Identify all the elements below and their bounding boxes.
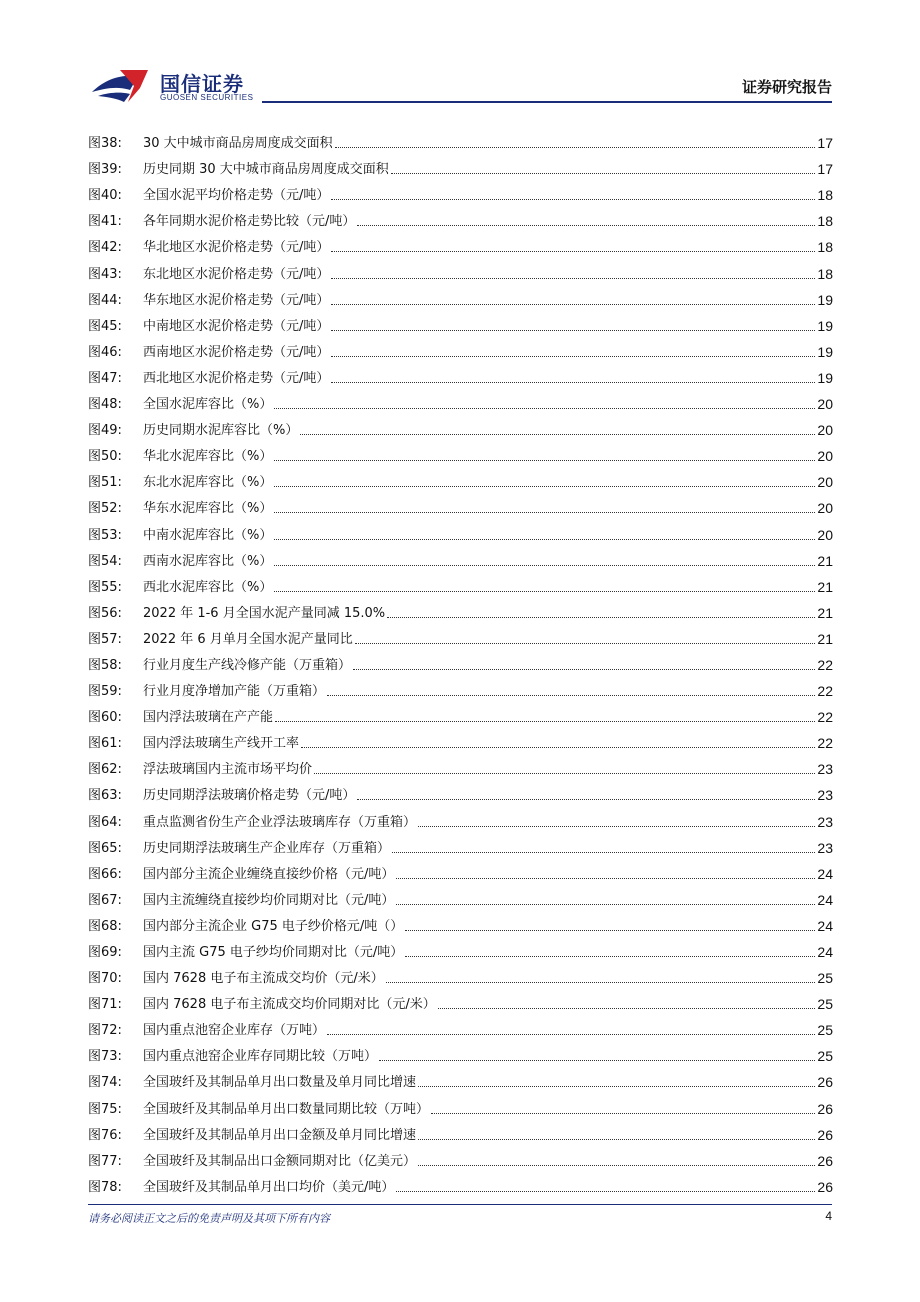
toc-dot-leader [418, 1086, 815, 1087]
toc-entry[interactable] [88, 674, 833, 700]
toc-entry[interactable] [88, 361, 833, 387]
brand-name-en: GUOSEN SECURITIES [160, 93, 254, 102]
toc-figure-label: 图74: [88, 1075, 122, 1091]
toc-entry[interactable] [88, 987, 833, 1013]
toc-entry[interactable] [88, 465, 833, 491]
toc-figure-title: 国内重点池窑企业库存同期比较（万吨） [143, 1049, 378, 1065]
toc-figure-label: 图65: [88, 840, 122, 856]
toc-dot-leader [391, 173, 816, 174]
toc-figure-title: 国内 7628 电子布主流成交均价（元/米） [143, 971, 384, 987]
toc-figure-label: 图78: [88, 1179, 122, 1195]
toc-figure-title: 华北水泥库容比（%） [143, 449, 273, 465]
toc-dot-leader [331, 356, 815, 357]
toc-figure-label: 图57: [88, 631, 122, 647]
toc-entry[interactable] [88, 883, 833, 909]
toc-dot-leader [357, 225, 815, 226]
toc-figure-label: 图44: [88, 292, 122, 308]
toc-page-number: 19 [817, 369, 833, 386]
toc-dot-leader [327, 695, 815, 696]
toc-figure-label: 图61: [88, 736, 122, 752]
toc-dot-leader [314, 773, 815, 774]
toc-page-number: 25 [817, 996, 833, 1013]
toc-figure-title: 中南地区水泥价格走势（元/吨） [143, 318, 330, 334]
toc-dot-leader [275, 721, 815, 722]
toc-dot-leader [379, 1060, 815, 1061]
toc-figure-label: 图49: [88, 423, 122, 439]
brand-name-cn: 国信证券 [160, 72, 244, 96]
toc-figure-label: 图73: [88, 1049, 122, 1065]
toc-page-number: 20 [817, 422, 833, 439]
toc-entry[interactable] [88, 1144, 833, 1170]
toc-entry[interactable] [88, 622, 833, 648]
toc-figure-title: 各年同期水泥价格走势比较（元/吨） [143, 214, 356, 230]
toc-figure-title: 国内浮法玻璃在产产能 [143, 710, 274, 726]
toc-dot-leader [301, 747, 815, 748]
toc-figure-title: 全国玻纤及其制品单月出口数量及单月同比增速 [143, 1075, 417, 1091]
toc-page-number: 24 [817, 865, 833, 882]
toc-figure-label: 图71: [88, 997, 122, 1013]
toc-page-number: 21 [817, 552, 833, 569]
toc-dot-leader [405, 956, 815, 957]
toc-page-number: 19 [817, 317, 833, 334]
toc-page-number: 20 [817, 448, 833, 465]
toc-figure-title: 全国玻纤及其制品单月出口金额及单月同比增速 [143, 1127, 417, 1143]
toc-page-number: 22 [817, 656, 833, 673]
toc-figure-title: 国内主流缠绕直接纱均价同期对比（元/吨） [143, 892, 395, 908]
toc-entry[interactable] [88, 1118, 833, 1144]
toc-dot-leader [331, 251, 815, 252]
toc-page-number: 19 [817, 291, 833, 308]
toc-page-number: 21 [817, 630, 833, 647]
toc-figure-title: 全国水泥库容比（%） [143, 397, 273, 413]
toc-dot-leader [418, 826, 815, 827]
toc-figure-label: 图77: [88, 1153, 122, 1169]
toc-dot-leader [335, 147, 816, 148]
toc-dot-leader [331, 382, 815, 383]
toc-page-number: 19 [817, 343, 833, 360]
toc-page-number: 24 [817, 944, 833, 960]
toc-entry[interactable] [88, 726, 833, 752]
toc-dot-leader [331, 278, 815, 279]
toc-dot-leader [418, 1165, 815, 1166]
toc-dot-leader [274, 460, 815, 461]
toc-page-number: 24 [817, 917, 833, 934]
toc-figure-title: 行业月度生产线冷修产能（万重箱） [143, 657, 352, 673]
toc-figure-label: 图58: [88, 657, 122, 673]
footer-disclaimer: 请务必阅读正文之后的免责声明及其项下所有内容 [88, 1212, 330, 1225]
footer-divider [88, 1204, 832, 1205]
toc-entry[interactable] [88, 283, 833, 309]
toc-figure-label: 图40: [88, 188, 122, 204]
toc-page-number: 18 [817, 187, 833, 204]
toc-dot-leader [396, 904, 815, 905]
toc-figure-title: 全国水泥平均价格走势（元/吨） [143, 188, 330, 204]
toc-entry[interactable] [88, 491, 833, 517]
toc-figure-label: 图60: [88, 710, 122, 726]
toc-figure-label: 图42: [88, 240, 122, 256]
toc-figure-label: 图59: [88, 684, 122, 700]
toc-dot-leader [274, 408, 815, 409]
toc-figure-title: 国内部分主流企业缠绕直接纱价格（元/吨） [143, 866, 395, 882]
toc-figure-label: 图43: [88, 266, 122, 282]
header-divider [262, 101, 832, 103]
toc-page-number: 25 [817, 970, 833, 987]
toc-page-number: 18 [817, 239, 833, 256]
toc-figure-label: 图66: [88, 866, 122, 882]
toc-entry[interactable] [88, 387, 833, 413]
toc-page-number: 20 [817, 396, 833, 413]
toc-figure-title: 全国玻纤及其制品单月出口数量同期比较（万吨） [143, 1101, 430, 1117]
toc-figure-label: 图47: [88, 370, 122, 386]
toc-page-number: 17 [817, 135, 833, 152]
toc-figure-title: 西南地区水泥价格走势（元/吨） [143, 344, 330, 360]
toc-entry[interactable] [88, 544, 833, 570]
toc-figure-title: 国内主流 G75 电子纱均价同期对比（元/吨） [143, 945, 404, 960]
toc-entry[interactable] [88, 1170, 833, 1196]
toc-page-number: 26 [817, 1152, 833, 1169]
toc-page-number: 22 [817, 735, 833, 752]
toc-figure-title: 东北地区水泥价格走势（元/吨） [143, 266, 330, 282]
toc-figure-label: 图45: [88, 318, 122, 334]
toc-page-number: 18 [817, 265, 833, 282]
toc-dot-leader [418, 1139, 815, 1140]
toc-page-number: 23 [817, 787, 833, 804]
guosen-logo-icon [90, 66, 156, 106]
guosen-logo [90, 66, 254, 106]
toc-figure-title: 华东地区水泥价格走势（元/吨） [143, 292, 330, 308]
toc-figure-label: 图53: [88, 527, 122, 543]
toc-entry[interactable] [88, 648, 833, 674]
toc-figure-label: 图63: [88, 788, 122, 804]
toc-entry[interactable] [88, 256, 833, 282]
toc-figure-title: 国内重点池窑企业库存（万吨） [143, 1023, 326, 1039]
toc-figure-title: 东北水泥库容比（%） [143, 475, 273, 491]
toc-figure-title: 重点监测省份生产企业浮法玻璃库存（万重箱） [143, 814, 417, 830]
toc-figure-title: 历史同期浮法玻璃生产企业库存（万重箱） [143, 840, 391, 856]
toc-entry[interactable] [88, 152, 833, 178]
toc-entry[interactable] [88, 230, 833, 256]
toc-figure-title: 全国玻纤及其制品单月出口均价（美元/吨） [143, 1179, 395, 1195]
toc-entry[interactable] [88, 204, 833, 230]
page-header [0, 0, 920, 104]
toc-entry[interactable] [88, 126, 833, 152]
toc-figure-label: 图64: [88, 814, 122, 830]
toc-figure-title: 历史同期浮法玻璃价格走势（元/吨） [143, 788, 356, 804]
toc-entry[interactable] [88, 831, 833, 857]
toc-figure-label: 图62: [88, 762, 122, 778]
toc-figure-title: 国内部分主流企业 G75 电子纱价格元/吨（） [143, 918, 404, 934]
toc-page-number: 21 [817, 604, 833, 621]
toc-entry[interactable] [88, 1013, 833, 1039]
toc-dot-leader [392, 852, 815, 853]
toc-figure-label: 图67: [88, 892, 122, 908]
toc-page-number: 20 [817, 500, 833, 517]
toc-dot-leader [274, 512, 815, 513]
toc-dot-leader [438, 1008, 816, 1009]
toc-entry[interactable] [88, 700, 833, 726]
toc-dot-leader [331, 304, 815, 305]
report-type-label: 证券研究报告 [741, 78, 832, 96]
toc-dot-leader [300, 434, 815, 435]
toc-entry[interactable] [88, 517, 833, 543]
toc-page-number: 20 [817, 474, 833, 491]
toc-entry[interactable] [88, 1091, 833, 1117]
toc-page-number: 17 [817, 161, 833, 178]
toc-figure-label: 图39: [88, 162, 122, 178]
toc-entry[interactable] [88, 935, 833, 961]
toc-dot-leader [405, 930, 815, 931]
toc-entry[interactable] [88, 778, 833, 804]
toc-entry[interactable] [88, 335, 833, 361]
toc-dot-leader [387, 617, 815, 618]
toc-figure-title: 行业月度净增加产能（万重箱） [143, 684, 326, 700]
toc-figure-title: 历史同期水泥库容比（%） [143, 423, 299, 439]
toc-figure-label: 图41: [88, 214, 122, 230]
page-number: 4 [825, 1209, 832, 1223]
toc-figure-title: 2022 年 6 月单月全国水泥产量同比 [143, 631, 353, 647]
toc-entry[interactable] [88, 909, 833, 935]
toc-figure-title: 西北水泥库容比（%） [143, 579, 273, 595]
toc-dot-leader [274, 539, 815, 540]
toc-figure-label: 图56: [88, 605, 122, 621]
toc-entry[interactable] [88, 857, 833, 883]
toc-figure-label: 图50: [88, 449, 122, 465]
toc-page-number: 25 [817, 1048, 833, 1065]
toc-entry[interactable] [88, 178, 833, 204]
toc-dot-leader [355, 643, 816, 644]
toc-page-number: 26 [817, 1178, 833, 1195]
toc-figure-title: 中南水泥库容比（%） [143, 527, 273, 543]
toc-dot-leader [386, 982, 816, 983]
toc-figure-title: 国内 7628 电子布主流成交均价同期对比（元/米） [143, 997, 436, 1013]
toc-page-number: 26 [817, 1100, 833, 1117]
toc-figure-label: 图54: [88, 553, 122, 569]
toc-figure-title: 西南水泥库容比（%） [143, 553, 273, 569]
toc-entry[interactable] [88, 1065, 833, 1091]
toc-figure-label: 图76: [88, 1127, 122, 1143]
toc-figure-label: 图55: [88, 579, 122, 595]
toc-page-number: 26 [817, 1074, 833, 1091]
toc-figure-label: 图48: [88, 397, 122, 413]
toc-entry[interactable] [88, 804, 833, 830]
toc-figure-title: 华东水泥库容比（%） [143, 501, 273, 517]
toc-page-number: 25 [817, 1022, 833, 1039]
toc-page-number: 20 [817, 526, 833, 543]
toc-dot-leader [357, 799, 815, 800]
toc-figure-label: 图52: [88, 501, 122, 517]
toc-entry[interactable] [88, 752, 833, 778]
toc-figure-title: 2022 年 1-6 月全国水泥产量同减 15.0% [143, 605, 386, 621]
toc-figure-label: 图46: [88, 344, 122, 360]
toc-figure-label: 图51: [88, 475, 122, 491]
toc-dot-leader [396, 878, 815, 879]
toc-figure-label: 图69: [88, 945, 122, 960]
toc-figure-title: 全国玻纤及其制品出口金额同期对比（亿美元） [143, 1153, 417, 1169]
toc-dot-leader [431, 1113, 815, 1114]
toc-entry[interactable] [88, 596, 833, 622]
toc-figure-title: 30 大中城市商品房周度成交面积 [143, 136, 333, 152]
toc-page-number: 18 [817, 213, 833, 230]
toc-entry[interactable] [88, 570, 833, 596]
toc-figure-label: 图75: [88, 1101, 122, 1117]
toc-figure-title: 西北地区水泥价格走势（元/吨） [143, 370, 330, 386]
toc-page-number: 23 [817, 813, 833, 830]
toc-figure-label: 图38: [88, 136, 122, 152]
toc-page-number: 22 [817, 683, 833, 700]
toc-page-number: 21 [817, 578, 833, 595]
toc-page-number: 22 [817, 709, 833, 726]
toc-dot-leader [274, 591, 815, 592]
toc-entry[interactable] [88, 413, 833, 439]
toc-dot-leader [274, 486, 815, 487]
toc-entry[interactable] [88, 961, 833, 987]
toc-dot-leader [331, 330, 815, 331]
toc-entry[interactable] [88, 309, 833, 335]
toc-dot-leader [274, 565, 815, 566]
toc-entry[interactable] [88, 1039, 833, 1065]
toc-figure-title: 历史同期 30 大中城市商品房周度成交面积 [143, 162, 389, 178]
toc-figure-label: 图72: [88, 1023, 122, 1039]
toc-page-number: 26 [817, 1126, 833, 1143]
toc-entry[interactable] [88, 439, 833, 465]
toc-figure-title: 华北地区水泥价格走势（元/吨） [143, 240, 330, 256]
figure-index-list [88, 126, 833, 1196]
toc-figure-title: 浮法玻璃国内主流市场平均价 [143, 762, 313, 778]
toc-dot-leader [327, 1034, 815, 1035]
toc-figure-title: 国内浮法玻璃生产线开工率 [143, 736, 300, 752]
toc-dot-leader [331, 199, 815, 200]
toc-figure-label: 图70: [88, 971, 122, 987]
toc-page-number: 23 [817, 761, 833, 778]
toc-dot-leader [396, 1191, 815, 1192]
toc-figure-label: 图68: [88, 918, 122, 934]
toc-page-number: 24 [817, 891, 833, 908]
toc-page-number: 23 [817, 839, 833, 856]
toc-dot-leader [353, 669, 815, 670]
